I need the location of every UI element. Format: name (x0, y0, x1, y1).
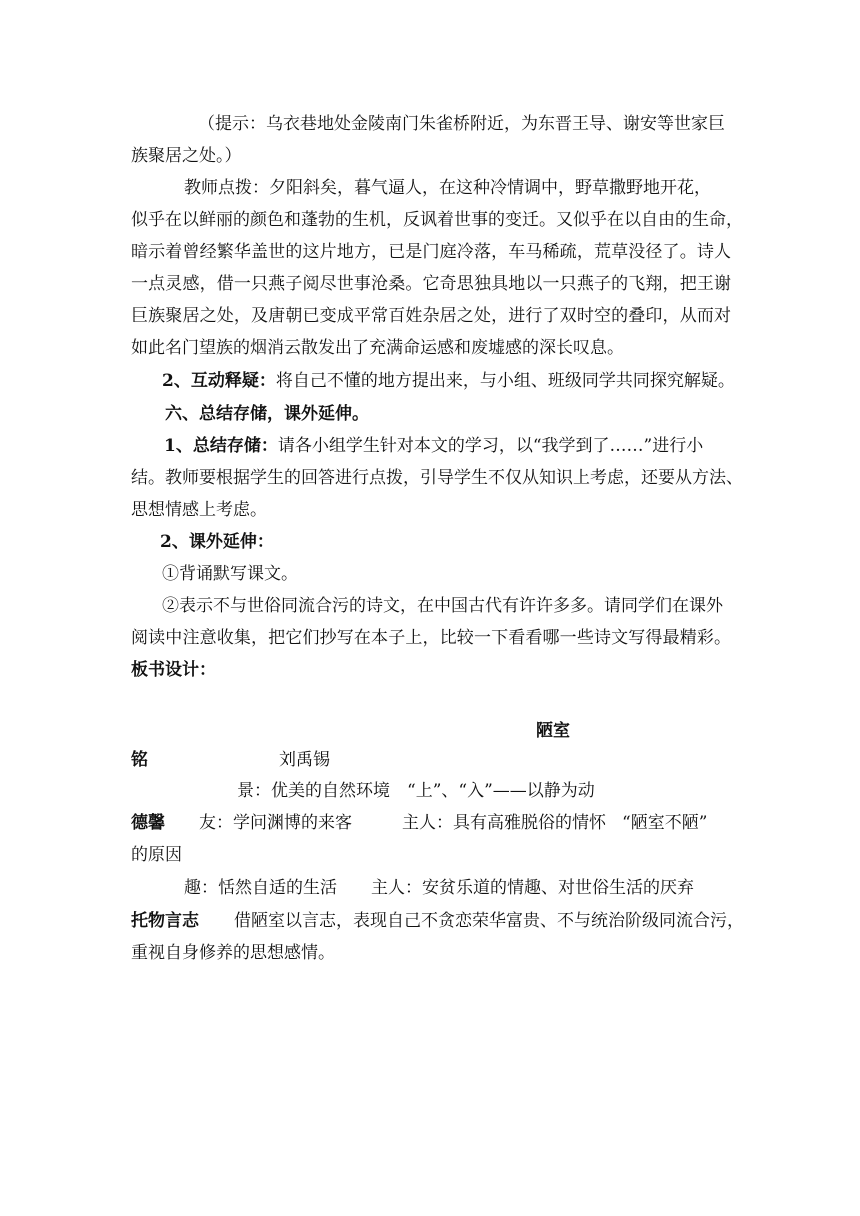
teacher-note-line-5: 巨族聚居之处，及唐朝已变成平常百姓杂居之处，进行了双时空的叠印，从而对 (131, 306, 731, 326)
board-zhuren-1: 主人：具有高雅脱俗的情怀 (402, 813, 606, 833)
teacher-note-line-1: 教师点拨：夕阳斜矣，暮气逼人，在这种冷情调中，野草撒野地开花， (184, 178, 711, 198)
extension-item-1: ①背诵默写课文。 (162, 564, 298, 584)
board-ming: 铭 (131, 750, 148, 770)
interaction-label: 2、互动释疑： (162, 371, 276, 391)
summary-line-3: 思想情感上考虑。 (131, 500, 267, 520)
board-reason-line-1: “陋室不陋” (622, 813, 708, 833)
hint-line-1: （提示：乌衣巷地处金陵南门朱雀桥附近，为东晋王导、谢安等世家巨 (198, 114, 725, 134)
teacher-note-line-6: 如此名门望族的烟消云散发出了充满命运感和废墟感的深长叹息。 (131, 338, 624, 358)
summary-line-2: 结。教师要根据学生的回答进行点拨，引导学生不仅从知识上考虑，还要从方法、 (131, 468, 743, 488)
interaction-paragraph (162, 366, 735, 396)
board-zhuren-2: 主人：安贫乐道的情趣、对世俗生活的厌弃 (371, 878, 694, 898)
board-you: 友：学问渊博的来客 (199, 813, 352, 833)
extension-label: 2、课外延伸： (160, 532, 274, 552)
interaction-text: 将自己不懂的地方提出来，与小组、班级同学共同探究解疑。 (275, 371, 735, 391)
hint-line-2: 族聚居之处。） (131, 146, 242, 166)
extension-item-2-line-1: ②表示不与世俗同流合污的诗文，在中国古代有许许多多。请同学们在课外 (162, 596, 723, 616)
board-title: 陋室 (536, 721, 570, 741)
board-qu: 趣：恬然自适的生活 (184, 878, 337, 898)
board-conclusion-line-2: 重视自身修养的思想感情。 (131, 943, 335, 963)
board-reason-line-2: 的原因 (131, 845, 182, 865)
summary-label: 1、总结存储： (164, 436, 278, 456)
board-jing-note: “上”、“入”——以静为动 (407, 781, 595, 801)
board-author: 刘禹锡 (279, 750, 330, 770)
teacher-note-line-3: 暗示着曾经繁华盖世的这片地方，已是门庭冷落，车马稀疏，荒草没径了。诗人 (131, 242, 731, 262)
board-dexin: 德馨 (131, 813, 165, 833)
teacher-note-line-4: 一点灵感，借一只燕子阅尽世事沧桑。它奇思独具地以一只燕子的飞翔，把王谢 (131, 274, 731, 294)
board-conclusion-line-1: 借陋室以言志，表现自己不贪恋荣华富贵、不与统治阶级同流合污， (234, 911, 744, 931)
board-design-heading: 板书设计： (131, 660, 216, 680)
section-6-heading: 六、总结存储，课外延伸。 (165, 404, 369, 424)
board-jing: 景：优美的自然环境 (237, 781, 390, 801)
extension-item-2-line-2: 阅读中注意收集，把它们抄写在本子上，比较一下看看哪一些诗文写得最精彩。 (131, 628, 731, 648)
summary-text: 请各小组学生针对本文的学习，以“我学到了……”进行小 (277, 436, 704, 456)
teacher-note-line-2: 似乎在以鲜丽的颜色和蓬勃的生机，反讽着世事的变迁。又似乎在以自由的生命， (131, 210, 743, 230)
summary-line-1 (164, 431, 703, 461)
board-tuowu: 托物言志 (131, 911, 199, 931)
